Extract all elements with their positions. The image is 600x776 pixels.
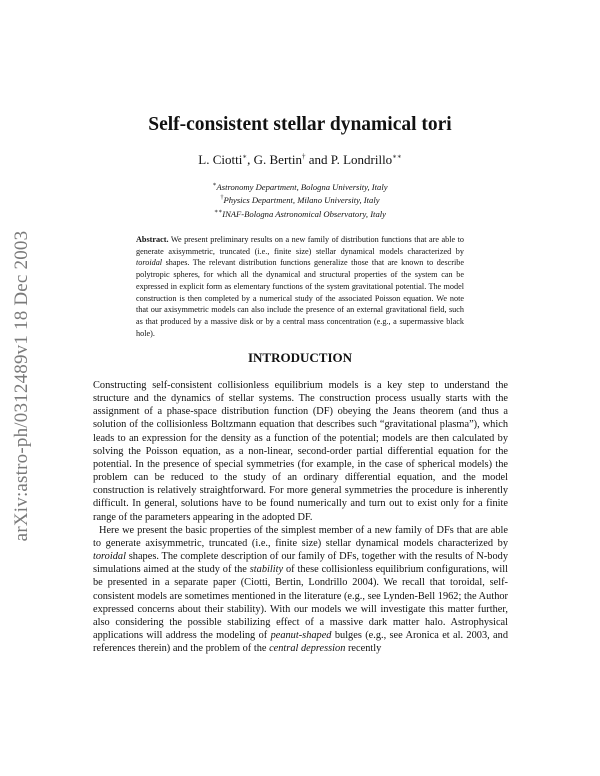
paragraph: Constructing self-consistent collisionless equilibrium models is a key step to understand the structure and the dynamics of stellar systems. The construction process usually starts with the assignment of a phase-space distribution function (DF) obeying the Jeans theorem (and thus a solution of the collisionless Boltzmann equation that describes such “gravitational plasma”), which leads to an expression for the density as a function of the potential; models are then calculated by solving the Poisson equation, as a non-linear, second-order partial differential equation for the potential. In the presence of special symmetries (for example, in the case of spherical models) the problem can be reduced to the study of an ordinary differential equation, and the model construction is relatively straightforward. For more general symmetries the procedure is inherently difficult. In general, solutions have to be found numerically and turn out to exist only for a finite range of the parameters appearing in the adopted DF. — [93, 380, 508, 523]
emphasis: toroidal — [136, 258, 163, 268]
author-mark: † — [302, 152, 306, 161]
paper-title: Self-consistent stellar dynamical tori — [148, 114, 452, 135]
section-heading: INTRODUCTION — [247, 350, 352, 365]
author-name: L. Ciotti — [198, 152, 243, 167]
author-list — [0, 152, 600, 168]
author-separator: , — [247, 152, 254, 167]
abstract: Abstract. We present preliminary results on a new family of distribution functions that are able to generate axisymmetric, truncated (i.e., finite size) stellar dynamical models characterized by toroidal shapes. The relevant distribution functions generalize those that are known to describe polytropic spheres, for which all the dynamical and structural properties of the system can be expressed in explicit form as elementary functions of the system gravitational potential. The model construction is then completed by a numerical study of the associated Poisson equation. We note that our axisymmetric models can also include the presence of an external gravitational field, such as that produced by a massive disk or by a central mass concentration (e.g., a supermassive black hole). — [136, 235, 465, 338]
affiliation: †Physics Department, Milano University, Italy — [220, 195, 380, 206]
abstract-label: Abstract. — [136, 235, 169, 244]
arxiv-stamp — [0, 196, 44, 576]
arxiv-identifier: arXiv:astro-ph/0312489v1 18 Dec 2003 — [11, 230, 32, 542]
author-mark: ∗ — [242, 152, 248, 161]
affiliation: ∗Astronomy Department, Bologna University, Italy — [212, 181, 388, 192]
author-mark: ∗∗ — [392, 152, 402, 161]
paragraph: Here we present the basic properties of the simplest member of a new family of DFs that are able to generate axisymmetric, truncated (i.e., finite size) stellar dynamical models characterized by toroidal shapes. The complete description of our family of DFs, together with the results of N-body simulations aimed at the study of the stability of these collisionless equilibrium configurations, will be presented in a separate paper (Ciotti, Bertin, Londrillo 2004). We recall that toroidal, self-consistent models are sometimes mentioned in the literature (e.g., see Lynden-Bell 1962; the Author expressed concerns about their stability). With our models we will investigate this matter further, also considering the possible stabilizing effect of a massive dark matter halo. Astrophysical applications will address the modeling of peanut-shaped bulges (e.g., see Aronica et al. 2003, and references therein) and the problem of the central depression recently — [93, 524, 509, 655]
author-name: P. Londrillo — [330, 152, 393, 167]
affiliation: ∗∗INAF-Bologna Astronomical Observatory, Italy — [214, 208, 386, 219]
author-separator: and — [305, 152, 331, 167]
author-name: G. Bertin — [253, 152, 302, 167]
affiliation-list — [0, 180, 600, 220]
introduction-text — [93, 379, 508, 655]
